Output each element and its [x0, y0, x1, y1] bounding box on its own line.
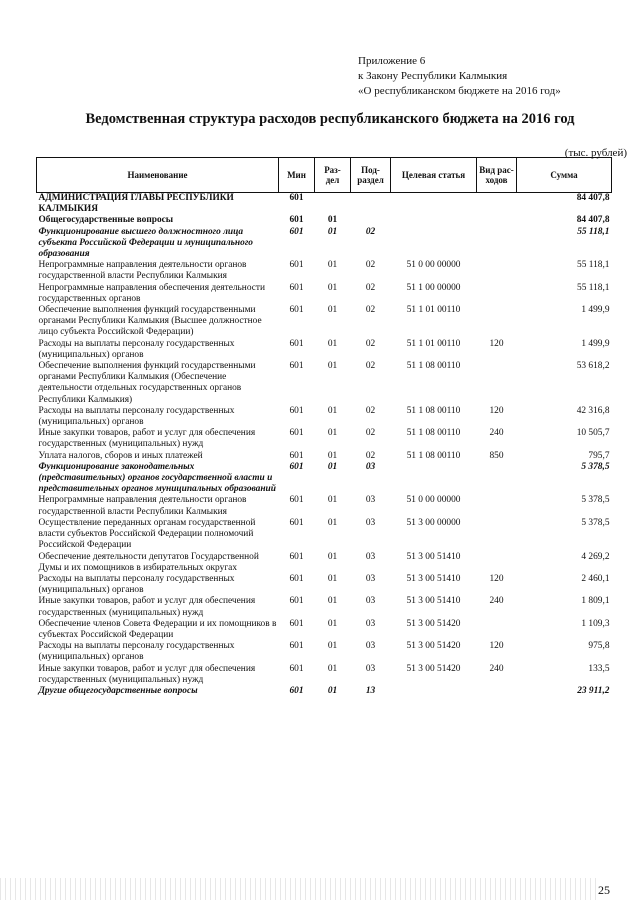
- cell-name: Расходы на выплаты персоналу государственных (муниципальных) органов: [38, 338, 235, 360]
- cell-cs: [391, 227, 477, 261]
- cell-sum: 795,7: [588, 450, 610, 461]
- cell-rz: 01: [327, 618, 338, 629]
- cell-sum: 42 316,8: [576, 405, 610, 416]
- cell-cs: 51 3 00 51420: [406, 641, 461, 652]
- cell-pr: 02: [365, 338, 376, 349]
- table-row: [37, 305, 612, 339]
- table-row: [37, 227, 612, 261]
- table-row: [37, 339, 612, 361]
- table-row: [37, 596, 612, 618]
- table-row: [37, 215, 612, 226]
- cell-name: Непрограммные направления деятельности органов государственной власти Республики Калмыкия: [38, 495, 247, 517]
- cell-name: Непрограммные направления обеспечения деятельности государственных органов: [38, 282, 266, 304]
- cell-sum: 2 460,1: [581, 573, 610, 584]
- cell-name: Обеспечение выполнения функций государственными органами Республики Калмыкия (Высшее должностное лицо субъекта Российской Федерации): [38, 305, 262, 338]
- cell-min: 601: [289, 226, 304, 237]
- cell-name: Обеспечение деятельности депутатов Государственной Думы и их помощников в избирательных округах: [38, 551, 259, 573]
- cell-rz: 01: [327, 461, 338, 472]
- cell-min: 601: [289, 573, 304, 584]
- cell-min: 601: [289, 193, 304, 203]
- cell-name: АДМИНИСТРАЦИЯ ГЛАВЫ РЕСПУБЛИКИ КАЛМЫКИЯ: [38, 193, 234, 215]
- header-razdel: Раз- дел: [315, 158, 351, 193]
- table-row: [37, 641, 612, 663]
- cell-vr: [477, 305, 517, 339]
- cell-sum: 53 618,2: [576, 361, 610, 372]
- cell-rz: 01: [327, 641, 338, 652]
- cell-pr: 03: [365, 461, 376, 472]
- cell-vr: 240: [489, 596, 504, 607]
- table-row: [37, 428, 612, 450]
- cell-rz: 01: [327, 573, 338, 584]
- cell-rz: 01: [327, 663, 338, 674]
- cell-min: 601: [289, 338, 304, 349]
- table-row: [37, 552, 612, 574]
- cell-cs: 51 1 01 00110: [406, 338, 461, 349]
- cell-vr: [477, 260, 517, 282]
- cell-pr: 02: [365, 428, 376, 439]
- cell-pr: 03: [365, 596, 376, 607]
- cell-name: Расходы на выплаты персоналу государственных (муниципальных) органов: [38, 641, 235, 663]
- cell-name: Непрограммные направления деятельности органов государственной власти Республики Калмыкия: [38, 260, 247, 282]
- cell-vr: [477, 518, 517, 552]
- table-row: [37, 495, 612, 517]
- cell-min: 601: [289, 305, 304, 316]
- cell-name: Иные закупки товаров, работ и услуг для обеспечения государственных (муниципальных) нужд: [38, 663, 256, 685]
- cell-pr: 03: [365, 517, 376, 528]
- cell-rz: 01: [327, 450, 338, 461]
- appendix-line-2: к Закону Республики Калмыкия: [358, 70, 508, 82]
- table-row: [37, 664, 612, 686]
- cell-vr: 120: [489, 338, 504, 349]
- cell-sum: 1 499,9: [581, 338, 610, 349]
- cell-min: 601: [289, 450, 304, 461]
- table-row: [37, 283, 612, 305]
- cell-sum: 23 911,2: [577, 685, 610, 696]
- cell-min: 601: [289, 461, 304, 472]
- cell-cs: 51 1 08 00110: [406, 428, 461, 439]
- cell-cs: 51 3 00 51420: [406, 618, 461, 629]
- cell-min: 601: [289, 663, 304, 674]
- cell-min: 601: [289, 596, 304, 607]
- cell-pr: 03: [365, 618, 376, 629]
- cell-cs: [391, 215, 477, 226]
- cell-pr: 02: [365, 260, 376, 271]
- appendix-line-1: Приложение 6: [358, 55, 426, 67]
- header-vid: Вид рас- ходов: [477, 158, 517, 193]
- cell-rz: 01: [327, 305, 338, 316]
- cell-min: 601: [289, 618, 304, 629]
- table-body: [37, 193, 612, 698]
- header-target: Целевая статья: [391, 158, 477, 193]
- cell-cs: 51 1 08 00110: [406, 450, 461, 461]
- cell-vr: 240: [489, 428, 504, 439]
- table-row: [37, 574, 612, 596]
- cell-cs: 51 1 08 00110: [406, 361, 461, 372]
- cell-sum: 84 407,8: [576, 193, 610, 203]
- cell-name: Расходы на выплаты персоналу государственных (муниципальных) органов: [38, 573, 235, 596]
- cell-cs: 51 1 00 00000: [406, 282, 461, 293]
- table-row: [37, 451, 612, 462]
- cell-name: Обеспечение членов Совета Федерации и их помощников в субъектах Российской Федерации: [38, 618, 277, 640]
- cell-rz: 01: [327, 405, 338, 416]
- cell-min: 601: [289, 282, 304, 293]
- document-title: Ведомственная структура расходов республиканского бюджета на 2016 год: [85, 111, 575, 127]
- cell-rz: 01: [327, 260, 338, 271]
- cell-min: 601: [289, 428, 304, 439]
- cell-vr: 120: [489, 573, 504, 584]
- units-note: (тыс. рублей): [564, 147, 627, 159]
- cell-rz: 01: [327, 685, 338, 696]
- cell-name: Уплата налогов, сборов и иных платежей: [38, 450, 203, 461]
- cell-pr: 03: [365, 573, 376, 584]
- cell-min: 601: [289, 517, 304, 528]
- cell-vr: [477, 227, 517, 261]
- header-name: Наименование: [37, 158, 279, 193]
- cell-pr: 02: [365, 282, 376, 293]
- cell-name: Общегосударственные вопросы: [38, 215, 174, 226]
- cell-name: Расходы на выплаты персоналу государственных (муниципальных) органов: [38, 405, 235, 428]
- cell-sum: 4 269,2: [581, 551, 610, 562]
- cell-vr: [477, 215, 517, 226]
- table-row: [37, 260, 612, 282]
- cell-vr: [477, 462, 517, 496]
- header-sum: Сумма: [517, 158, 612, 193]
- cell-vr: [477, 619, 517, 641]
- cell-min: 601: [289, 641, 304, 652]
- cell-sum: 55 118,1: [577, 282, 610, 293]
- cell-sum: 1 809,1: [581, 596, 610, 607]
- appendix-line-3: «О республиканском бюджете на 2016 год»: [358, 85, 561, 97]
- page-number: 25: [598, 883, 610, 897]
- cell-vr: [477, 495, 517, 517]
- cell-pr: 02: [365, 305, 376, 316]
- cell-cs: 51 3 00 00000: [406, 517, 461, 528]
- cell-sum: 10 505,7: [576, 428, 610, 439]
- cell-rz: 01: [327, 226, 338, 237]
- table-row: [37, 193, 612, 216]
- cell-cs: 51 0 00 00000: [406, 260, 461, 271]
- cell-name: Функционирование законодательных (представительных) органов государственной власти и представительных органов муниципальных образований: [38, 461, 276, 495]
- cell-cs: 51 3 00 51410: [406, 596, 461, 607]
- cell-rz: 01: [327, 215, 338, 226]
- cell-min: 601: [289, 495, 304, 506]
- cell-sum: 133,5: [588, 663, 610, 674]
- cell-vr: 120: [489, 641, 504, 652]
- cell-pr: 02: [365, 226, 376, 237]
- cell-vr: [477, 193, 517, 216]
- cell-pr: 03: [365, 641, 376, 652]
- cell-cs: 51 3 00 51410: [406, 573, 461, 584]
- cell-vr: [477, 283, 517, 305]
- table-header-row: [37, 158, 612, 193]
- cell-pr: 03: [365, 663, 376, 674]
- cell-sum: 5 378,5: [581, 495, 610, 506]
- cell-sum: 1 499,9: [581, 305, 610, 316]
- cell-rz: 01: [327, 338, 338, 349]
- cell-min: 601: [289, 215, 304, 226]
- cell-rz: 01: [327, 495, 338, 506]
- cell-cs: [391, 462, 477, 496]
- scan-noise-strip: [0, 878, 600, 900]
- cell-name: Обеспечение выполнения функций государственными органами Республики Калмыкия (Обеспечение деятельности отдельных государственных органов Республики Калмыкия): [38, 361, 256, 405]
- cell-cs: [391, 686, 477, 697]
- table-row: [37, 361, 612, 406]
- cell-rz: 01: [327, 596, 338, 607]
- cell-pr: 03: [365, 495, 376, 506]
- cell-rz: 01: [327, 551, 338, 562]
- cell-sum: 5 378,5: [581, 517, 610, 528]
- cell-name: Функционирование высшего должностного лица субъекта Российской Федерации и муниципального образования: [38, 226, 253, 260]
- cell-cs: 51 1 08 00110: [406, 405, 461, 416]
- cell-name: Осуществление переданных органам государственной власти субъектов Российской Федерации полномочий Российской Федерации: [38, 517, 256, 551]
- cell-name: Иные закупки товаров, работ и услуг для обеспечения государственных (муниципальных) нужд: [38, 596, 256, 618]
- cell-cs: 51 1 01 00110: [406, 305, 461, 316]
- appendix-note: [358, 54, 561, 99]
- cell-rz: 01: [327, 282, 338, 293]
- cell-rz: 01: [327, 428, 338, 439]
- cell-cs: 51 3 00 51410: [406, 551, 461, 562]
- cell-cs: 51 0 00 00000: [406, 495, 461, 506]
- budget-table: [36, 157, 612, 697]
- header-podrazdel: Под- раздел: [351, 158, 391, 193]
- cell-sum: 5 378,5: [581, 461, 610, 472]
- cell-min: 601: [289, 405, 304, 416]
- cell-rz: [315, 193, 351, 216]
- cell-vr: 120: [489, 405, 504, 416]
- cell-pr: [351, 215, 391, 226]
- cell-min: 601: [289, 361, 304, 372]
- table-row: [37, 462, 612, 496]
- cell-pr: 13: [365, 685, 376, 696]
- cell-sum: 84 407,8: [576, 215, 610, 226]
- table-row: [37, 619, 612, 641]
- cell-pr: 03: [365, 551, 376, 562]
- cell-vr: [477, 361, 517, 406]
- cell-sum: 55 118,1: [577, 226, 610, 237]
- cell-cs: [391, 193, 477, 216]
- table-row: [37, 686, 612, 697]
- cell-min: 601: [289, 685, 304, 696]
- cell-pr: 02: [365, 405, 376, 416]
- cell-min: 601: [289, 551, 304, 562]
- cell-cs: 51 3 00 51420: [406, 663, 461, 674]
- cell-name: Иные закупки товаров, работ и услуг для обеспечения государственных (муниципальных) нужд: [38, 428, 256, 450]
- cell-vr: 240: [489, 663, 504, 674]
- cell-name: Другие общегосударственные вопросы: [38, 685, 198, 696]
- cell-vr: [477, 552, 517, 574]
- cell-rz: 01: [327, 517, 338, 528]
- cell-vr: [477, 686, 517, 697]
- cell-sum: 1 109,3: [581, 618, 610, 629]
- cell-min: 601: [289, 260, 304, 271]
- cell-pr: 02: [365, 450, 376, 461]
- cell-pr: 02: [365, 361, 376, 372]
- cell-rz: 01: [327, 361, 338, 372]
- cell-sum: 55 118,1: [577, 260, 610, 271]
- header-min: Мин: [279, 158, 315, 193]
- table-row: [37, 518, 612, 552]
- cell-vr: 850: [489, 450, 504, 461]
- cell-pr: [351, 193, 391, 216]
- cell-sum: 975,8: [588, 641, 610, 652]
- table-row: [37, 406, 612, 428]
